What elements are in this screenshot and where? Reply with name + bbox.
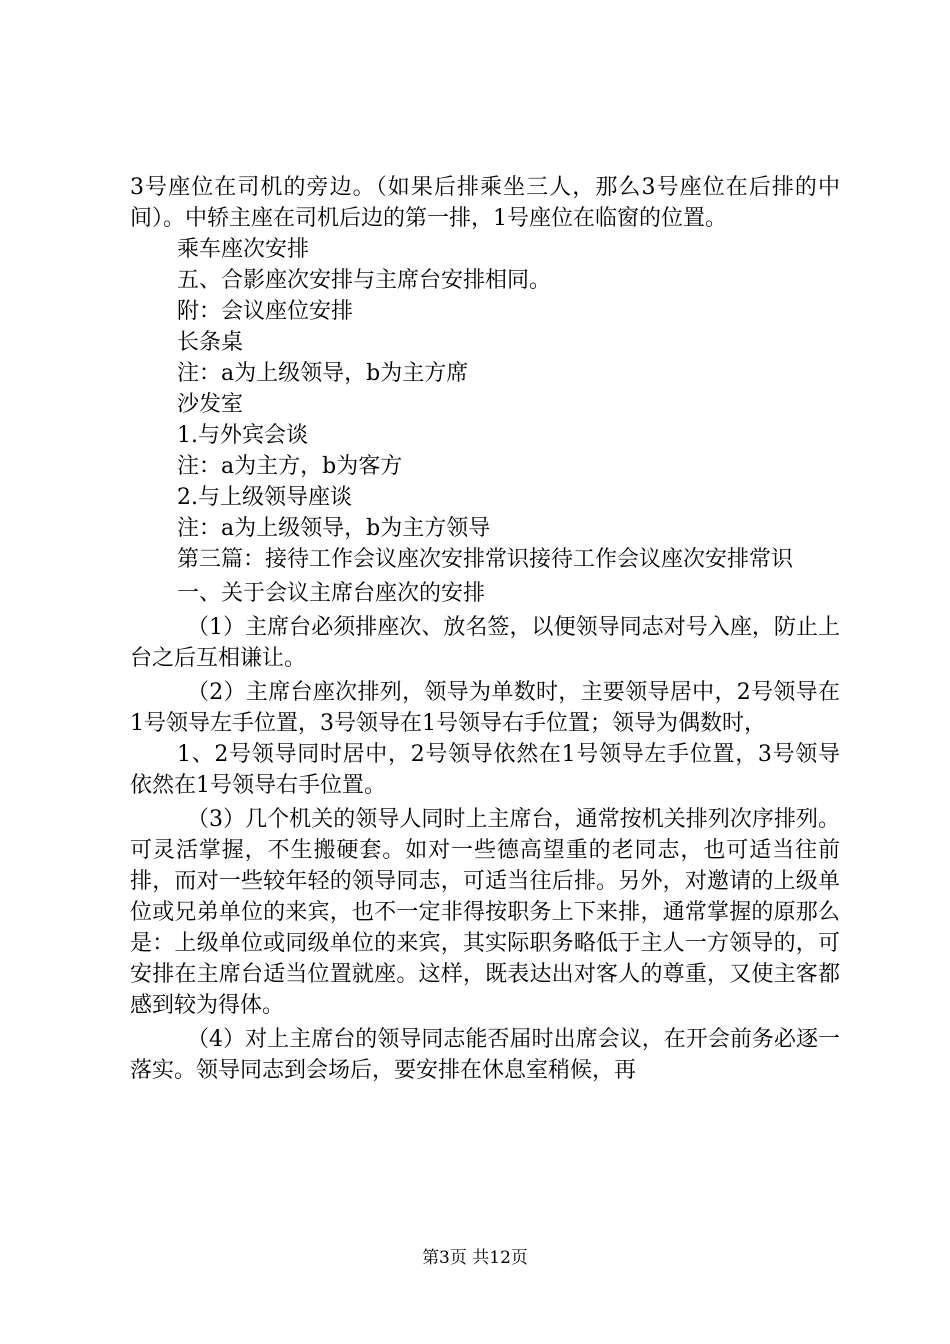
paragraph-seat-3: 3号座位在司机的旁边。（如果后排乘坐三人，那么3号座位在后排的中间）。中轿主座在司机后边的第一排，1号座位在临窗的位置。: [130, 175, 840, 231]
note-foreign-guests: 注：a为主方，b为客方: [177, 454, 403, 479]
label-foreign-guests: 1.与外宾会谈: [177, 423, 308, 448]
note-superior-talks: 注：a为上级领导，b为主方领导: [177, 516, 491, 541]
heading-part-three: 第三篇：接待工作会议座次安排常识接待工作会议座次安排常识: [177, 547, 794, 572]
paragraph-group-photo: 五、合影座次安排与主席台安排相同。: [177, 268, 552, 293]
heading-rostrum-seating: 一、关于会议主席台座次的安排: [177, 581, 486, 606]
paragraph-item-2: （2）主席台座次排列，领导为单数时，主要领导居中，2号领导在1号领导左手位置，3号领导在1号领导右手位置；领导为偶数时，: [130, 680, 840, 736]
label-superior-talks: 2.与上级领导座谈: [177, 485, 352, 510]
document-body: [130, 172, 840, 1086]
label-long-table: 长条桌: [177, 330, 244, 355]
note-long-table: 注：a为上级领导，b为主方席: [177, 361, 469, 386]
page-number-footer: 第3页 共12页: [422, 1248, 528, 1268]
paragraph-item-1: （1）主席台必须排座次、放名签，以便领导同志对号入座，防止上台之后互相谦让。: [130, 615, 840, 671]
paragraph-item-4: （4）对上主席台的领导同志能否届时出席会议，在开会前务必逐一落实。领导同志到会场后，要安排在休息室稍候，再: [130, 1027, 840, 1083]
paragraph-item-3: （3）几个机关的领导人同时上主席台，通常按机关排列次序排列。可灵活掌握，不生搬硬套。如对一些德高望重的老同志，也可适当往前排，而对一些较年轻的领导同志，可适当往后排。另外，对邀请的上级单位或兄弟单位的来宾，也不一定非得按职务上下来排，通常掌握的原那么是：上级单位或同级单位的来宾，其实际职务略低于主人一方领导的，可安排在主席台适当位置就座。这样，既表达出对客人的尊重，又使主客都感到较为得体。: [130, 807, 840, 1018]
paragraph-even-number: 1、2号领导同时居中，2号领导依然在1号领导左手位置，3号领导依然在1号领导右手位置。: [130, 742, 840, 798]
label-sofa-room: 沙发室: [177, 392, 244, 417]
heading-meeting-seating: 附：会议座位安排: [177, 299, 354, 324]
heading-car-seating: 乘车座次安排: [177, 237, 310, 262]
